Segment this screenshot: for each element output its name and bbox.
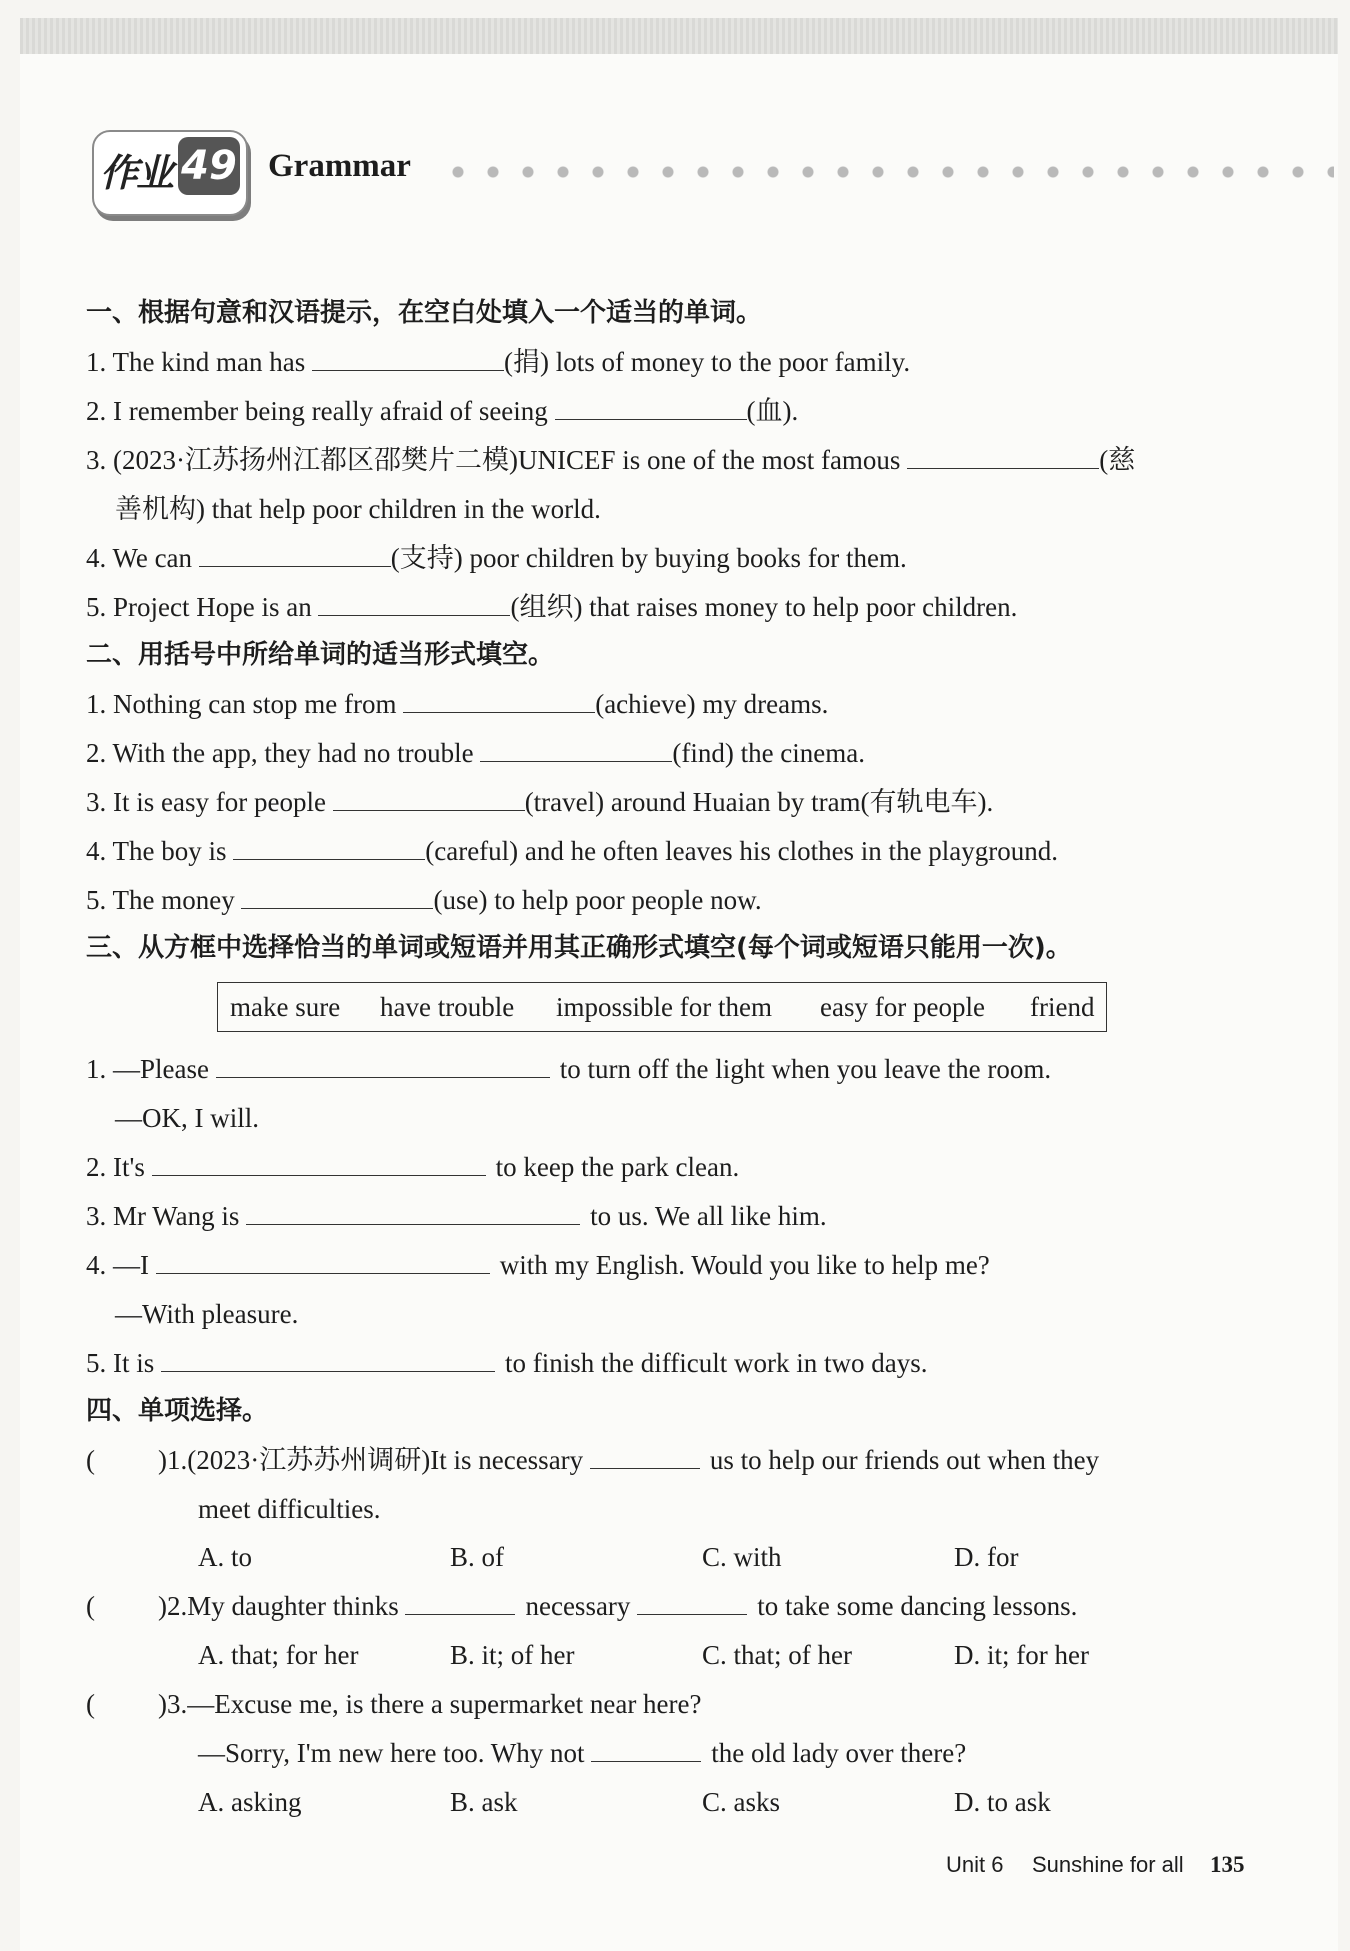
homework-label: 作业: [100, 151, 173, 195]
mc-q1-stem-a: (2023·江苏苏州调研)It is necessary: [187, 1445, 584, 1475]
p1-q5-pre: 5. Project Hope is an: [86, 592, 312, 622]
answer-blank[interactable]: [555, 397, 747, 420]
word-box-item: impossible for them: [556, 992, 772, 1022]
page-number: 135: [1210, 1852, 1245, 1877]
mc-q1-option-b[interactable]: B. of: [450, 1542, 504, 1572]
mc-q3-paren-open: (: [86, 1689, 95, 1719]
mc-q3-option-d[interactable]: D. to ask: [954, 1787, 1051, 1817]
p3-q5-post: to finish the difficult work in two days.: [505, 1348, 928, 1378]
word-box-item: friend: [1030, 992, 1095, 1022]
answer-blank[interactable]: [161, 1349, 495, 1372]
footer-unit: Unit 6: [946, 1852, 1004, 1877]
mc-q3-stem-a: —Excuse me, is there a supermarket near here?: [187, 1689, 702, 1719]
p2-q1-post: (achieve) my dreams.: [595, 689, 829, 719]
p2-q4-post: (careful) and he often leaves his clothes in the playground.: [425, 836, 1059, 866]
p3-q3-post: to us. We all like him.: [590, 1201, 827, 1231]
p2-q5: [86, 883, 762, 917]
mc-q3-option-b[interactable]: B. ask: [450, 1787, 518, 1817]
footer-topic: Sunshine for all: [1032, 1852, 1184, 1877]
p1-q2-post: (血).: [746, 396, 799, 426]
p2-q3: [86, 785, 993, 819]
answer-blank[interactable]: [590, 1446, 700, 1469]
p3-q1-reply: —OK, I will.: [115, 1103, 259, 1133]
mc-q3-stem-b: —Sorry, I'm new here too. Why not: [198, 1738, 585, 1768]
p3-q1-pre: 1. —Please: [86, 1054, 209, 1084]
mc-q1-number: )1.: [158, 1445, 188, 1475]
p1-q3-post: (慈: [1099, 445, 1136, 475]
p1-q2: [86, 394, 798, 428]
mc-q2-option-b[interactable]: B. it; of her: [450, 1640, 575, 1670]
mc-q1-paren-open: (: [86, 1445, 95, 1475]
answer-blank[interactable]: [403, 690, 595, 713]
p3-q3-pre: 3. Mr Wang is: [86, 1201, 240, 1231]
mc-q2-stem-c: to take some dancing lessons.: [757, 1591, 1078, 1621]
p2-q2-post: (find) the cinema.: [672, 738, 866, 768]
answer-blank[interactable]: [156, 1251, 490, 1274]
p3-q4-reply: —With pleasure.: [115, 1299, 299, 1329]
mc-q2-paren-open: (: [86, 1591, 95, 1621]
answer-blank[interactable]: [246, 1202, 580, 1225]
mc-q2-option-a[interactable]: A. that; for her: [198, 1640, 359, 1670]
mc-q3-number: )3.: [158, 1689, 188, 1719]
p2-q2-pre: 2. With the app, they had no trouble: [86, 738, 474, 768]
p2-q1: [86, 687, 828, 721]
mc-q1-option-a[interactable]: A. to: [198, 1542, 252, 1572]
p3-q2: [86, 1150, 739, 1184]
p1-q5-post: (组织) that raises money to help poor children.: [510, 592, 1018, 622]
p1-q1-post: (捐) lots of money to the poor family.: [503, 347, 911, 377]
mc-q2-number: )2.: [158, 1591, 188, 1621]
p3-q4-pre: 4. —I: [86, 1250, 149, 1280]
word-box-item: have trouble: [380, 992, 515, 1022]
p3-q3: [86, 1199, 827, 1233]
p2-q3-post: (travel) around Huaian by tram(有轨电车).: [524, 787, 994, 817]
mc-q2-option-c[interactable]: C. that; of her: [702, 1640, 852, 1670]
p2-q3-pre: 3. It is easy for people: [86, 787, 326, 817]
p2-q1-pre: 1. Nothing can stop me from: [86, 689, 397, 719]
mc-q1-option-d[interactable]: D. for: [954, 1542, 1019, 1572]
p1-q1: [86, 345, 910, 379]
p3-q4-post: with my English. Would you like to help me?: [499, 1250, 990, 1280]
mc-q1-stem-b: us to help our friends out when they: [709, 1445, 1100, 1475]
p1-q3-cont: 善机构) that help poor children in the world.: [115, 494, 601, 524]
answer-blank[interactable]: [591, 1739, 701, 1762]
answer-blank[interactable]: [405, 1592, 515, 1615]
mc-q1-stem-c: meet difficulties.: [198, 1494, 381, 1524]
p2-q4-pre: 4. The boy is: [86, 836, 227, 866]
part2-heading: 二、用括号中所给单词的适当形式填空。: [86, 640, 555, 670]
mc-q3-option-c[interactable]: C. asks: [702, 1787, 781, 1817]
answer-blank[interactable]: [312, 348, 504, 371]
answer-blank[interactable]: [907, 446, 1099, 469]
mc-q2-option-d[interactable]: D. it; for her: [954, 1640, 1089, 1670]
mc-q2: [158, 1589, 1077, 1623]
part3-heading: 三、从方框中选择恰当的单词或短语并用其正确形式填空(每个词或短语只能用一次)。: [86, 933, 1072, 963]
mc-q2-stem-b: necessary: [525, 1591, 631, 1621]
p2-q4: [86, 834, 1058, 868]
part4-heading: 四、单项选择。: [86, 1396, 269, 1426]
p1-q4-pre: 4. We can: [86, 543, 193, 573]
answer-blank[interactable]: [199, 544, 391, 567]
answer-blank[interactable]: [152, 1153, 486, 1176]
mc-q1: [158, 1443, 1099, 1477]
dotted-rule: [452, 166, 1334, 178]
p1-q2-pre: 2. I remember being really afraid of seeing: [86, 396, 548, 426]
answer-blank[interactable]: [216, 1055, 550, 1078]
p1-q4-post: (支持) poor children by buying books for them.: [390, 543, 907, 573]
p1-q1-pre: 1. The kind man has: [86, 347, 306, 377]
p3-q2-pre: 2. It's: [86, 1152, 145, 1182]
word-box: [217, 982, 1107, 1032]
p1-q4: [86, 541, 907, 575]
part1-heading: 一、根据句意和汉语提示，在空白处填入一个适当的单词。: [86, 298, 763, 328]
mc-q3-line2: [198, 1736, 966, 1770]
p2-q5-pre: 5. The money: [86, 885, 235, 915]
answer-blank[interactable]: [637, 1592, 747, 1615]
p3-q5-pre: 5. It is: [86, 1348, 155, 1378]
p1-q3-pre: 3. (2023·江苏扬州江都区邵樊片二模)UNICEF is one of the most famous: [86, 445, 901, 475]
mc-q3-stem-c: the old lady over there?: [711, 1738, 967, 1768]
mc-q3: [158, 1687, 702, 1721]
p3-q1: [86, 1052, 1051, 1086]
p2-q2: [86, 736, 865, 770]
word-box-item: easy for people: [820, 992, 985, 1022]
p1-q3: [86, 443, 1135, 477]
answer-blank[interactable]: [333, 788, 525, 811]
p3-q1-post: to turn off the light when you leave the room.: [559, 1054, 1052, 1084]
p1-q5: [86, 590, 1017, 624]
p3-q2-post: to keep the park clean.: [495, 1152, 740, 1182]
mc-q3-option-a[interactable]: A. asking: [198, 1787, 302, 1817]
p3-q5: [86, 1346, 927, 1380]
answer-blank[interactable]: [318, 593, 510, 616]
page-title: Grammar: [268, 148, 411, 184]
mc-q2-stem-a: My daughter thinks: [187, 1591, 399, 1621]
p2-q5-post: (use) to help poor people now.: [433, 885, 762, 915]
mc-q1-option-c[interactable]: C. with: [702, 1542, 782, 1572]
word-box-item: make sure: [230, 992, 341, 1022]
answer-blank[interactable]: [233, 837, 425, 860]
p3-q4: [86, 1248, 990, 1282]
answer-blank[interactable]: [241, 886, 433, 909]
homework-number: 49: [178, 137, 240, 195]
scan-top-band: [20, 18, 1338, 54]
answer-blank[interactable]: [480, 739, 672, 762]
